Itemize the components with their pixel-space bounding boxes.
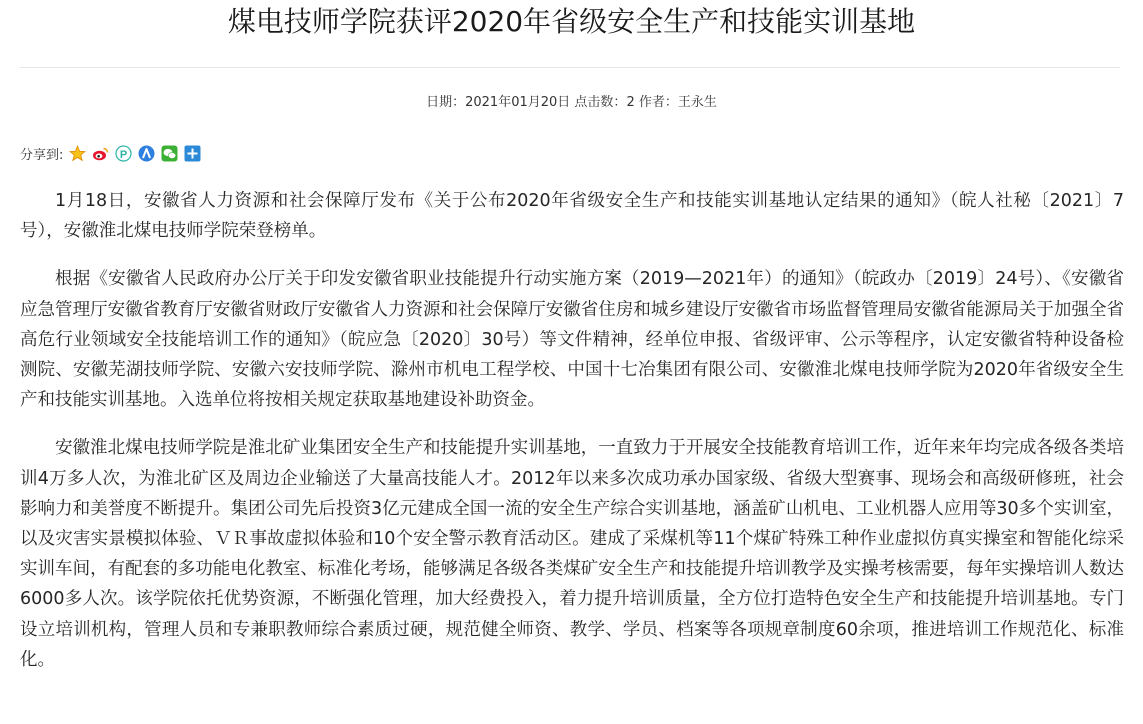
- paragraph: 安徽淮北煤电技师学院是淮北矿业集团安全生产和技能提升实训基地，一直致力于开展安全技能教育培训工作，近年来年均完成各级各类培训4万多人次，为淮北矿区及周边企业输送了大量高技能人才。2012年以来多次成功承办国家级、省级大型赛事、现场会和高级研修班，社会影响力和美誉度不断提升。集团公司先后投资3亿元建成全国一流的安全生产综合实训基地，涵盖矿山机电、工业机器人应用等30多个实训室，以及灾害实景模拟体验、ＶＲ事故虚拟体验和10个安全警示教育活动区。建成了采煤机等11个煤矿特殊工种作业虚拟仿真实操室和智能化综采实训车间，有配套的多功能电化教室、标准化考场，能够满足各级各类煤矿安全生产和技能提升培训教学及实操考核需要，每年实操培训人数达6000多人次。该学院依托优势资源，不断强化管理，加大经费投入，着力提升培训质量，全方位打造特色安全生产和技能提升培训基地。专门设立培训机构，管理人员和专兼职教师综合素质过硬，规范健全师资、教学、学员、档案等各项规章制度60余项，推进培训工作规范化、标准化。: [20, 438, 1124, 670]
- title-divider: [20, 67, 1120, 68]
- date-label: 日期：: [426, 95, 466, 110]
- share-label: 分享到:: [20, 147, 64, 163]
- clicks-label: 点击数：: [574, 95, 627, 110]
- paragraph: 1月18日，安徽省人力资源和社会保障厅发布《关于公布2020年省级安全生产和技能实训基地认定结果的通知》（皖人社秘〔2021〕7号），安徽淮北煤电技师学院荣登榜单。: [20, 191, 1124, 242]
- article-title: 煤电技师学院获评2020年省级安全生产和技能实训基地: [227, 5, 916, 38]
- article-meta: [0, 94, 1143, 112]
- author-name: 王永生: [677, 95, 717, 110]
- click-count: 2: [626, 95, 635, 110]
- share-bar: [20, 143, 207, 163]
- qzone-icon[interactable]: [69, 145, 86, 162]
- publish-date: 2021年01月20日: [465, 95, 571, 110]
- baidu-icon[interactable]: [138, 145, 155, 162]
- weibo-icon[interactable]: [92, 145, 109, 162]
- article-body: [20, 186, 1124, 693]
- more-share-icon[interactable]: [184, 145, 201, 162]
- paragraph: 根据《安徽省人民政府办公厅关于印发安徽省职业技能提升行动实施方案（2019—2021年）的通知》（皖政办〔2019〕24号）、《安徽省应急管理厅安徽省教育厅安徽省财政厅安徽省人力资源和社会保障厅安徽省住房和城乡建设厅安徽省市场监督管理局安徽省能源局关于加强全省高危行业领域安全技能培训工作的通知》（皖应急〔2020〕30号）等文件精神，经单位申报、省级评审、公示等程序，认定安徽省特种设备检测院、安徽芜湖技师学院、安徽六安技师学院、滁州市机电工程学校、中国十七冶集团有限公司、安徽淮北煤电技师学院为2020年省级安全生产和技能实训基地。入选单位将按相关规定获取基地建设补助资金。: [20, 269, 1124, 411]
- pinterest-icon[interactable]: [115, 145, 132, 162]
- wechat-icon[interactable]: [161, 145, 178, 162]
- author-label: 作者：: [638, 95, 678, 110]
- svg-text:P: P: [120, 148, 128, 161]
